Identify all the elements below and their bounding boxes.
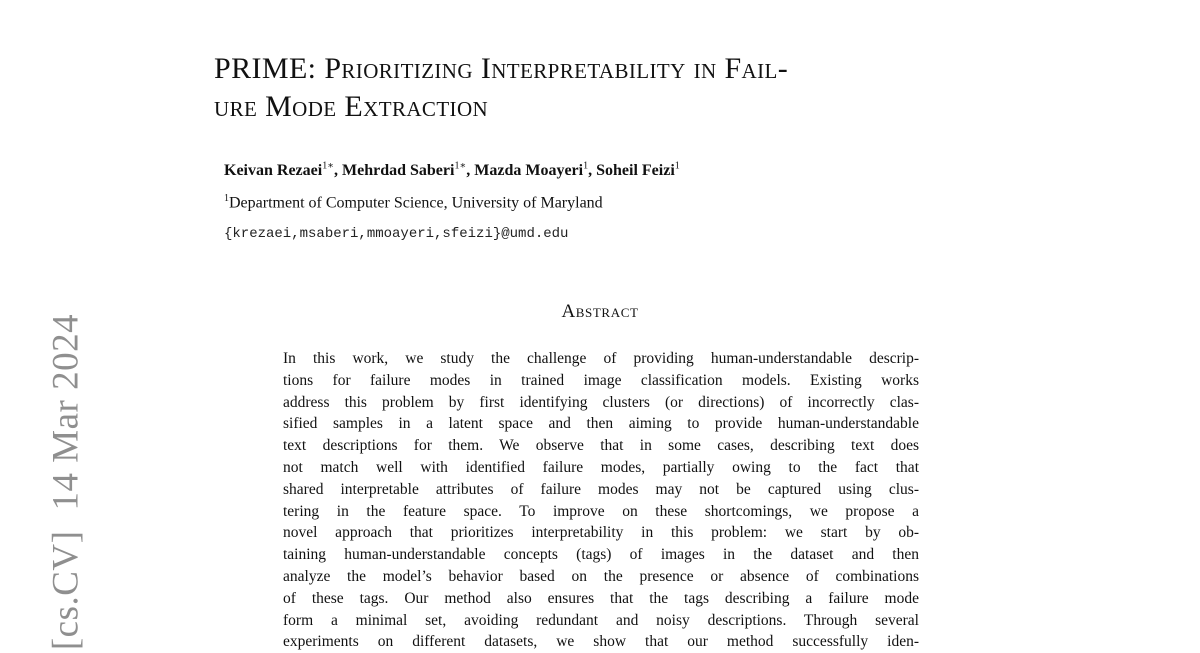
author-affiliation-mark: 1∗ — [454, 161, 467, 172]
author-affiliation-mark: 1∗ — [322, 161, 334, 172]
abstract-line: not match well with identified failure modes, partially owing to the fact that — [283, 458, 919, 476]
affiliation-text: Department of Computer Science, University of Maryland — [229, 194, 603, 212]
abstract-line: shared interpretable attributes of failure modes may not be captured using clus- — [283, 480, 919, 498]
author-separator: , — [334, 162, 342, 180]
abstract-line: sified samples in a latent space and then aiming to provide human-understandable — [283, 415, 919, 433]
affiliation-mark: 1 — [224, 193, 229, 204]
abstract-line: text descriptions for them. We observe that in some cases, describing text does — [283, 437, 919, 455]
abstract-line: In this work, we study the challenge of providing human-understandable descrip- — [283, 350, 919, 367]
author-name: Soheil Feizi — [596, 162, 675, 180]
abstract-heading: Abstract — [561, 301, 639, 322]
paper-title — [214, 50, 1014, 126]
author-name: Mehrdad Saberi — [342, 162, 455, 180]
affiliation — [224, 193, 603, 212]
abstract-line: tions for failure modes in trained image classification models. Existing works — [283, 371, 919, 389]
author-emails: {krezaei,msaberi,mmoayeri,sfeizi}@umd.edu — [224, 226, 569, 242]
arxiv-category: [cs.CV] — [45, 530, 87, 651]
abstract-line: of these tags. Our method also ensures that the tags describing a failure mode — [283, 589, 919, 607]
abstract-line: taining human-understandable concepts (tags) of images in the dataset and then — [283, 546, 919, 564]
author-affiliation-mark: 1 — [583, 161, 589, 172]
author-list — [224, 161, 680, 180]
author — [596, 162, 680, 179]
author — [342, 162, 474, 179]
author-name: Mazda Moayeri — [474, 162, 584, 180]
arxiv-stamp — [45, 294, 88, 650]
abstract-line: address this problem by first identifying clusters (or directions) of incorrectly clas- — [283, 393, 919, 411]
author — [224, 162, 342, 179]
arxiv-date: 14 Mar 2024 — [45, 313, 87, 511]
abstract-line: novel approach that prioritizes interpretability in this problem: we start by ob- — [283, 524, 919, 542]
title-line-2: ure Mode Extraction — [214, 90, 489, 123]
author-separator: , — [466, 162, 475, 180]
author-name: Keivan Rezaei — [224, 162, 323, 180]
author-separator: , — [588, 162, 597, 180]
author — [474, 162, 596, 179]
abstract-body — [283, 348, 919, 653]
title-line-1: PRIME: Prioritizing Interpretability in Fail- — [214, 52, 789, 85]
abstract-line: form a minimal set, avoiding redundant and noisy descriptions. Through several — [283, 611, 919, 629]
author-affiliation-mark: 1 — [674, 161, 680, 172]
abstract-line: experiments on different datasets, we show that our method successfully iden- — [283, 633, 919, 651]
abstract-line: analyze the model’s behavior based on the presence or absence of combinations — [283, 567, 919, 585]
abstract-line: tering in the feature space. To improve on these shortcomings, we propose a — [283, 502, 919, 520]
